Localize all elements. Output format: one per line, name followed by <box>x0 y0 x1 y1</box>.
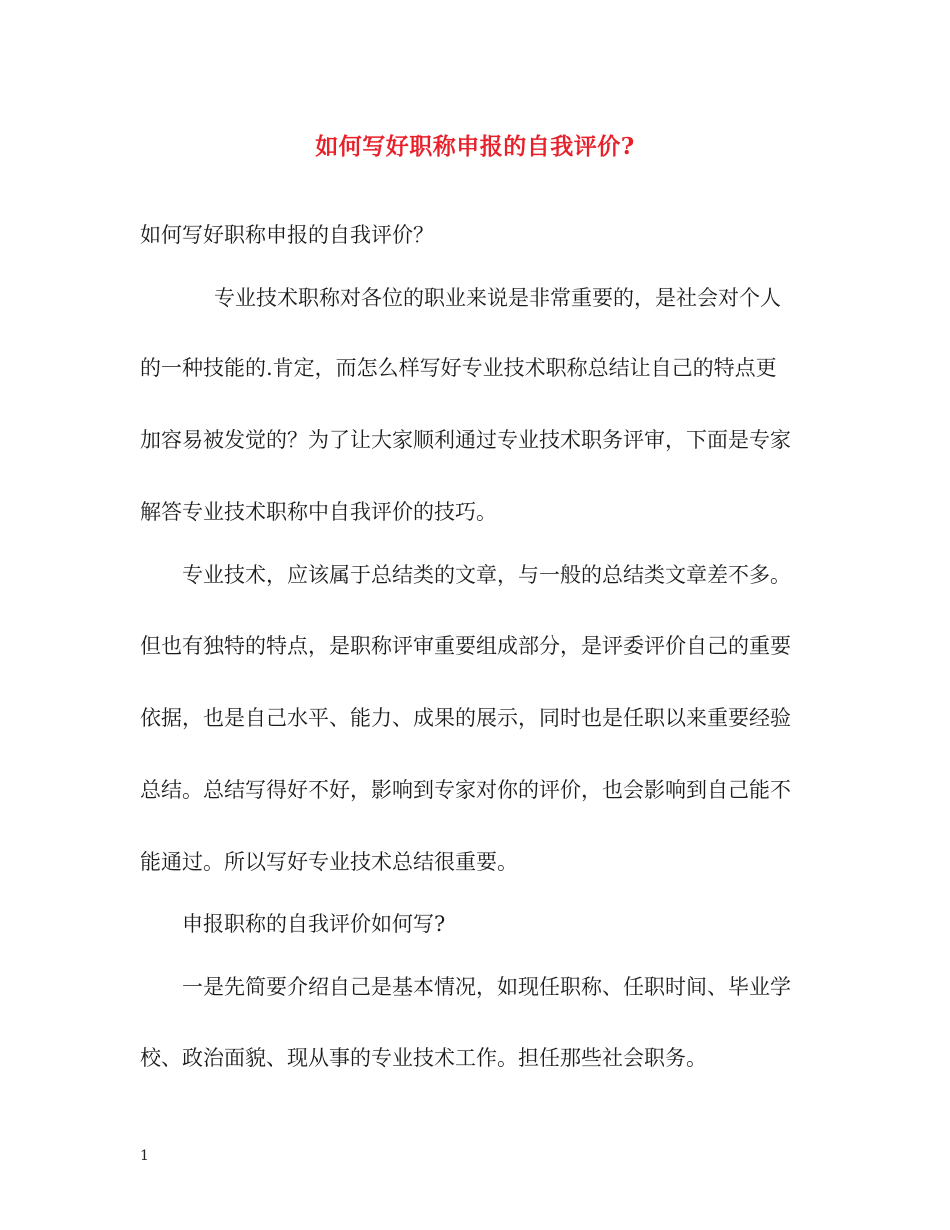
paragraph-line: 依据，也是自己水平、能力、成果的展示，同时也是任职以来重要经验 <box>140 706 791 730</box>
paragraph-line: 总结。总结写得好不好，影响到专家对你的评价，也会影响到自己能不 <box>140 778 791 802</box>
paragraph-line: 一是先简要介绍自己是基本情况，如现任职称、任职时间、毕业学 <box>182 975 791 999</box>
document-title: 如何写好职称申报的自我评价? <box>315 133 635 160</box>
paragraph-line: 如何写好职称申报的自我评价？ <box>140 223 434 247</box>
paragraph-line: 专业技术职称对各位的职业来说是非常重要的，是社会对个人 <box>214 286 781 310</box>
paragraph-line: 专业技术，应该属于总结类的文章，与一般的总结类文章差不多。 <box>182 563 791 587</box>
paragraph-line: 校、政治面貌、现从事的专业技术工作。担任那些社会职务。 <box>140 1046 707 1070</box>
paragraph-line: 申报职称的自我评价如何写? <box>182 912 446 936</box>
paragraph-line: 能通过。所以写好专业技术总结很重要。 <box>140 850 518 874</box>
paragraph-line: 加容易被发觉的？为了让大家顺利通过专业技术职务评审，下面是专家 <box>140 428 791 452</box>
paragraph-line: 解答专业技术职称中自我评价的技巧。 <box>140 500 497 524</box>
paragraph-line: 但也有独特的特点，是职称评审重要组成部分，是评委评价自己的重要 <box>140 634 791 658</box>
page-number: 1 <box>140 1148 149 1164</box>
paragraph-line: 的一种技能的.肯定，而怎么样写好专业技术职称总结让自己的特点更 <box>140 356 777 380</box>
